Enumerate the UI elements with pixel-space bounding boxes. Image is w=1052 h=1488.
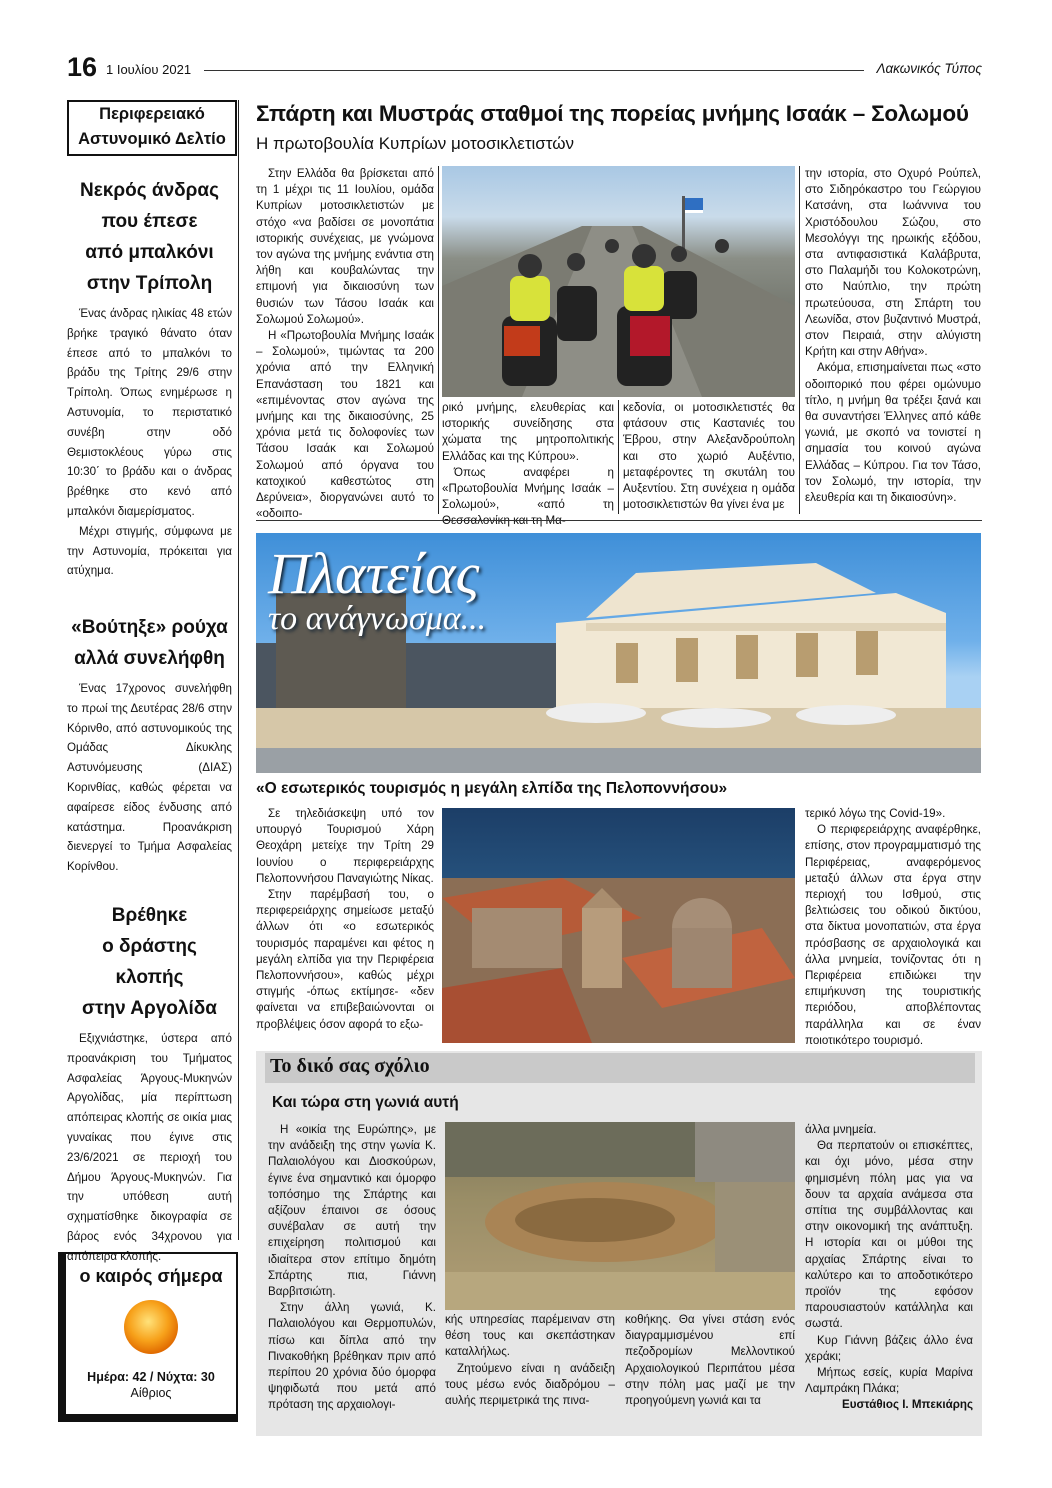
story1-title-line: που έπεσε xyxy=(101,211,198,232)
comment-col3 xyxy=(625,1312,795,1409)
sidebar-story3 xyxy=(67,900,232,1267)
weather-box xyxy=(58,1252,238,1422)
comment-col4 xyxy=(805,1122,973,1414)
story3-title-line: ο δράστης κλοπής xyxy=(102,936,197,988)
comment-section-title: Το δικό σας σχόλιο xyxy=(270,1055,430,1077)
sidebar-title-line1: Περιφερειακό xyxy=(99,105,205,123)
sidebar-title-line2: Αστυνομικό Δελτίο xyxy=(78,130,226,148)
paragraph: κοθήκης. Θα γίνει στάση ενός διαγραμμισμένου επί πεζοδρομίων Μελλοντικού Αρχαιολογικού Περιπάτου μέσα στην πόλη μας μαζί με την προηγούμενη γωνιά και τα xyxy=(625,1313,795,1408)
story1-title-line: στην Τρίπολη xyxy=(86,273,213,294)
publication-name: Λακωνικός Τύπος xyxy=(876,61,982,76)
weather-title: ο καιρός σήμερα xyxy=(79,1266,223,1286)
paragraph: Η «Πρωτοβουλία Μνήμης Ισαάκ – Σολωμού», τιμώντας τα 200 χρόνια από την Ελληνική Επανάσταση του 1821 και «επιμένοντας στον αγώνα της μνήμης και της δικαιοσύνης, 25 χρόνια μετά τις δολοφονίες των Τάσου Ισαάκ και Σολωμού Σολωμού από όργανα του κατοχικού καθεστώτος στη Δερύνεια», διοργανώνει αυτό το «οδοιπο- xyxy=(256,329,434,521)
article1-col3 xyxy=(623,400,795,513)
paragraph: Μέχρι στιγμής, σύμφωνα με την Αστυνομία, πρόκειται για ατύχημα. xyxy=(67,524,232,578)
story2-body xyxy=(67,679,232,877)
story2-title-line: αλλά συνελήφθη xyxy=(74,648,225,669)
story2-title-line: «Βούτηξε» ρούχα xyxy=(71,617,228,638)
article2-col1 xyxy=(256,806,434,1033)
paragraph: Στην άλλη γωνιά, Κ. Παλαιολόγου και Θερμοπυλών, πίσω και δίπλα από την Πινακοθήκη βρέθηκαν πριν από περίπου 20 χρόνια δύο όμορφα ψηφιδωτά που μετά από πρόταση της αρχαιολογι- xyxy=(268,1301,436,1412)
paragraph: ρικό μνήμης, ελευθερίας και ιστορικής συνείδησης στα χώματα της μητροπολιτικής Ελλάδας και της Κύπρου». xyxy=(442,401,614,463)
monemvasia-photo xyxy=(442,808,795,1043)
article1-col1 xyxy=(256,166,434,522)
paragraph: κής υπηρεσίας παρέμειναν στη θέση τους και σκεπάστηκαν καταλλήλως. xyxy=(445,1313,615,1359)
story1-title-line: Νεκρός άνδρας xyxy=(80,180,219,201)
sidebar-story2 xyxy=(67,612,232,877)
story3-body xyxy=(67,1029,232,1267)
paragraph: Στην παρέμβασή του, ο περιφερειάρχης σημείωσε μεταξύ άλλων ότι «ο εσωτερικός τουρισμός παραμένει και φέτος η μεγάλη ελπίδα για την Περιφέρεια Πελοποννήσου», καθώς μέχρι στιγμής -όπως εκτίμησε- «δεν φαίνεται να επιβεβαιώνονται οι προβλέψεις όσον αφορά το εξω- xyxy=(256,888,434,1031)
excavation-photo xyxy=(445,1122,795,1310)
banner-title-line1: Πλατείας xyxy=(268,541,480,606)
paragraph: την ιστορία, στο Οχυρό Ρούπελ, στο Σιδηρόκαστρο του Γεώργιου Κατσάνη, στα Ιωάννινα του Χριστόδουλου Σώζου, στο Μεσολόγγι της ηρωικής εξόδου, στα αντιφασιστικά Καλάβρυτα, στο Παλαμήδι του Κολοκοτρώνη, στο Ναύπλιο, την πρώτη πρωτεύουσα, στη Σπάρτη του Λεωνίδα, στον βυζαντινό Μυστρά, στον Πειραιά, στην αλύγιστη Κρήτη και στην Αθήνα». xyxy=(805,167,981,359)
village-illustration xyxy=(442,808,795,1043)
col-rule xyxy=(618,400,619,514)
paragraph: Ένας άνδρας ηλικίας 48 ετών βρήκε τραγικό θάνατο όταν έπεσε από το μπαλκόνι το βράδυ της Τρίτης 29/6 στην Τρίπολη. Όπως ενημέρωσε η Αστυνομία, το περιστατικό συνέβη στην οδό Θεμιστοκλέους γύρω στις 10:30΄ το βράδυ και ο άνδρας βρέθηκε στο κενό από μπαλκόνι διαμερίσματος. xyxy=(67,307,232,518)
article2-col2 xyxy=(805,806,981,1049)
story3-title-line: Βρέθηκε xyxy=(111,905,188,926)
page-number: 16 xyxy=(67,52,98,82)
paragraph: Ζητούμενο είναι η ανάδειξη τους μέσω ενός διαδρόμου – αυλής περιμετρικά της πινα- xyxy=(445,1361,615,1408)
paragraph: Ένας 17χρονος συνελήφθη το πρωί της Δευτέρας 28/6 στην Κόρινθο, από αστυνομικούς της Ομάδας Δίκυκλης Αστυνόμευσης (ΔΙΑΣ) Κορινθίας, καθώς φέρεται να αφαίρεσε είδος ένδυσης από κατάστημα. Προανάκριση διενεργεί το Τμήμα Ασφαλείας Κορίνθου. xyxy=(67,682,232,874)
banner-title-line2: το ανάγνωσμα... xyxy=(268,600,487,637)
paragraph: Κυρ Γιάννη βάζεις άλλο ένα χεράκι; xyxy=(805,1333,973,1363)
paragraph: Θα περπατούν οι επισκέπτες, και όχι μόνο, μέσα στην φημισμένη πόλη μας για να δουν τα αρχαία ανάμεσα στα σπίτια της συμβάλλοντας και στην οικονομική της ανάπτυξη. Η ιστορία και οι μύθοι της αρχαίας Σπάρτης είναι το καλύτερο και το αποδοτικότερο προϊόν της εφόσον παρουσιαστούν κατάλληλα και σωστά. xyxy=(805,1139,973,1331)
article2-headline: «Ο εσωτερικός τουρισμός η μεγάλη ελπίδα της Πελοποννήσου» xyxy=(256,780,728,797)
paragraph: Μήπως εσείς, κυρία Μαρίνα Λαμπράκη Πλάκα; xyxy=(805,1366,973,1396)
paragraph: άλλα μνημεία. xyxy=(805,1123,877,1136)
weather-temps: Ημέρα: 42 / Νύχτα: 30 xyxy=(87,1370,215,1384)
sidebar-divider xyxy=(238,100,239,1240)
article1-end-rule xyxy=(256,520,982,521)
comment-author: Ευστάθιος Ι. Μπεκιάρης xyxy=(841,1398,973,1412)
paragraph: Η «οικία της Ευρώπης», με την ανάδειξη της στην γωνία Κ. Παλαιολόγου και Διοσκούρων, έγινε ένα σημαντικό και όμορφο τοπόσημο της Σπάρτης και αξίζουν έπαινοι σε όσους συνέβαλαν σε αυτή την επιχείρηση πολιτισμού και ιδιαίτερα στον επίτιμο δημότη Σπάρτης πια, Γιάννη Βαρβιτσιώτη. xyxy=(268,1123,436,1299)
paragraph: κεδονία, οι μοτοσικλετιστές θα φτάσουν στις Καστανιές του Έβρου, στην Αλεξανδρούπολη και στο χωριό Αυξέντιο, μεταφέροντες τη σκυτάλη του Αυξεντίου. Στη συνέχεια η ομάδα μοτοσικλετιστών θα γίνει ένα με xyxy=(623,401,795,512)
paragraph: Ακόμα, επισημαίνεται πως «στο οδοιπορικό που φέρει ομώνυμο τίτλο, η μνήμη θα τρέξει ξανά και θα συναντήσει Έλληνες από κάθε γωνιά, με σκοπό να τονιστεί η σημασία του κοινού αγώνα Ελλάδας – Κύπρου. Για τον Τάσο, τον Σολωμό, την ιστορία, την ελευθερία και τη δικαιοσύνη». xyxy=(805,361,981,505)
sun-icon xyxy=(121,1297,181,1357)
story3-title-line: στην Αργολίδα xyxy=(82,998,217,1019)
story3-title xyxy=(67,900,232,1024)
article1-col2 xyxy=(442,400,614,530)
paragraph: Στην Ελλάδα θα βρίσκεται από τη 1 μέχρι τις 11 Ιουλίου, ομάδα Κυπρίων μοτοσικλετιστών με στόχο «να βαδίσει σε μονοπάτια ιστορικής συνέχειας, με γνώμονα τον αγώνα της μνήμης ενάντια στη λήθη και κουβαλώντας την επιμονή για δικαιοσύνη των θυσιών των Τάσου Ισαάκ και Σολωμού Σολωμού». xyxy=(256,167,434,326)
weather-condition: Αίθριος xyxy=(130,1386,172,1400)
story1-title-line: από μπαλκόνι xyxy=(85,242,214,263)
story1-body xyxy=(67,304,232,581)
sidebar-section-title xyxy=(67,100,237,156)
sidebar-story1 xyxy=(67,175,232,581)
col-rule xyxy=(438,166,439,514)
story2-title xyxy=(67,612,232,674)
paragraph: Σε τηλεδιάσκεψη υπό τον υπουργό Τουρισμού Χάρη Θεοχάρη μετείχε την Τρίτη 29 Ιουνίου ο περιφερειάρχης Πελοποννήσου Παναγιώτης Νίκας. xyxy=(256,807,434,885)
article1-headline: Σπάρτη και Μυστράς σταθμοί της πορείας μνήμης Ισαάκ – Σολωμού xyxy=(256,101,969,126)
paragraph: Ο περιφερειάρχης αναφέρθηκε, επίσης, στον προγραμματισμό της Περιφέρειας, αναφερόμενος μεταξύ άλλων στα έργα στην περιοχή του Ισθμού, στις βελτιώσεις του οδικού δικτύου, στα δίκτυα μονοπατιών, στα έργα πρόσβασης σε αρχαιολογικά και άλλα μνημεία, τονίζοντας ότι η Περιφέρεια επιδιώκει την επιμήκυνση της τουριστικής περιόδου, αποβλέποντας παράλληλα και σε έναν ποιοτικότερο τουρισμό. xyxy=(805,823,981,1047)
motorcycles-illustration xyxy=(442,166,795,397)
comment-headline: Και τώρα στη γωνιά αυτή xyxy=(272,1094,459,1111)
header-rule xyxy=(204,70,864,71)
col-rule xyxy=(799,166,800,514)
excavation-illustration xyxy=(445,1122,795,1310)
comment-col2 xyxy=(445,1312,615,1409)
paragraph: Εξιχνιάστηκε, ύστερα από προανάκριση του Τμήματος Ασφαλείας Άργους-Μυκηνών Αργολίδας, μία περίπτωση απόπειρας κλοπής σε οικία μιας γυναίκας που έγινε στις 23/6/2021 σε περιοχή του Δήμου Άργους-Μυκηνών. Για την υπόθεση αυτή σχηματίσθηκε δικογραφία σε βάρος ενός 34χρονου για απόπειρα κλοπής. xyxy=(67,1032,232,1263)
article1-subheadline: Η πρωτοβουλία Κυπρίων μοτοσικλετιστών xyxy=(256,134,575,153)
paragraph: τερικό λόγω της Covid-19». xyxy=(805,807,946,820)
story1-title xyxy=(67,175,232,299)
paragraph: Όπως αναφέρει η «Πρωτοβουλία Μνήμης Ισαάκ – Σολωμού», «από τη xyxy=(442,465,614,512)
motorcycles-photo xyxy=(442,166,795,397)
article1-col4 xyxy=(805,166,981,506)
comment-col1 xyxy=(268,1122,436,1414)
issue-date: 1 Ιουλίου 2021 xyxy=(106,62,192,77)
